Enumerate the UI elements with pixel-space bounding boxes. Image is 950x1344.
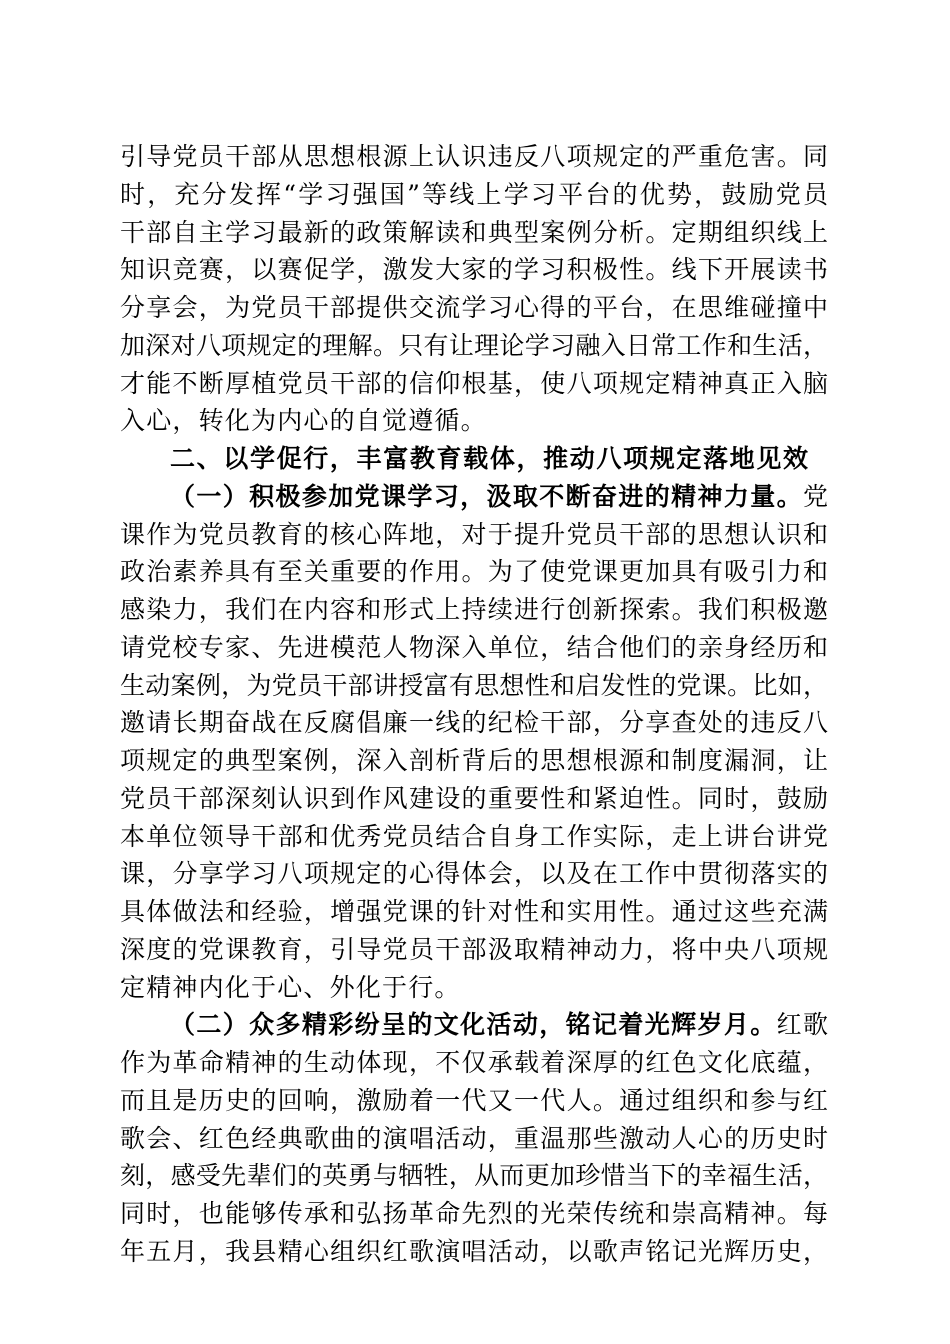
paragraph <box>120 138 828 440</box>
body-line <box>170 1006 828 1044</box>
body-line: 同时，也能够传承和弘扬革命先烈的光荣传统和崇高精神。每 <box>120 1199 828 1228</box>
body-line: 分享会，为党员干部提供交流学习心得的平台，在思维碰撞中 <box>120 293 828 322</box>
body-line: 请党校专家、先进模范人物深入单位，结合他们的亲身经历和 <box>120 632 828 662</box>
body-line <box>170 478 828 516</box>
body-line: 感染力，我们在内容和形式上持续进行创新探索。我们积极邀 <box>120 595 828 624</box>
body-line: 课，分享学习八项规定的心得体会，以及在工作中贯彻落实的 <box>120 859 828 889</box>
body-line: 而且是历史的回响，激励着一代又一代人。通过组织和参与红 <box>120 1085 828 1115</box>
body-line: 项规定的典型案例，深入剖析背后的思想根源和制度漏洞，让 <box>120 746 828 775</box>
paragraph <box>120 478 828 1007</box>
body-line: 课作为党员教育的核心阵地，对于提升党员干部的思想认识和 <box>120 519 828 549</box>
body-line: 干部自主学习最新的政策解读和典型案例分析。定期组织线上 <box>120 217 828 247</box>
body-line: 加深对八项规定的理解。只有让理论学习融入日常工作和生活， <box>120 330 828 360</box>
body-line: 歌会、红色经典歌曲的演唱活动，重温那些激动人心的历史时 <box>120 1123 828 1153</box>
body-line: 年五月，我县精心组织红歌演唱活动，以歌声铭记光辉历史， <box>120 1236 828 1266</box>
body-line: 生动案例，为党员干部讲授富有思想性和启发性的党课。比如， <box>120 670 828 700</box>
body-line: 本单位领导干部和优秀党员结合自身工作实际，走上讲台讲党 <box>120 821 828 851</box>
body-line: 作为革命精神的生动体现，不仅承载着深厚的红色文化底蕴， <box>120 1048 828 1077</box>
body-line: 党员干部深刻认识到作风建设的重要性和紧迫性。同时，鼓励 <box>120 783 828 813</box>
body-line: 定精神内化于心、外化于行。 <box>120 972 461 1002</box>
document-body <box>120 138 828 1271</box>
body-line: 知识竞赛，以赛促学，激发大家的学习积极性。线下开展读书 <box>120 255 828 285</box>
subsection-title: （二）众多精彩纷呈的文化活动，铭记着光辉岁月。 <box>170 1010 777 1040</box>
body-line: 才能不断厚植党员干部的信仰根基，使八项规定精神真正入脑 <box>120 368 828 398</box>
body-line: 入心，转化为内心的自觉遵循。 <box>120 406 487 436</box>
body-line: 具体做法和经验，增强党课的针对性和实用性。通过这些充满 <box>120 897 828 926</box>
subsection-title: （一）积极参加党课学习，汲取不断奋进的精神力量。 <box>170 481 803 511</box>
body-line: 刻，感受先辈们的英勇与牺牲，从而更加珍惜当下的幸福生活， <box>120 1161 828 1191</box>
body-line: 深度的党课教育，引导党员干部汲取精神动力，将中央八项规 <box>120 934 828 964</box>
body-text: 党 <box>802 481 828 511</box>
body-line: 引导党员干部从思想根源上认识违反八项规定的严重危害。同 <box>120 142 828 171</box>
body-line: 政治素养具有至关重要的作用。为了使党课更加具有吸引力和 <box>120 557 828 587</box>
body-line: 时，充分发挥“学习强国”等线上学习平台的优势，鼓励党员 <box>120 179 828 209</box>
body-line: 邀请长期奋战在反腐倡廉一线的纪检干部，分享查处的违反八 <box>120 708 828 738</box>
paragraph <box>120 1006 828 1270</box>
section-heading: 二、以学促行，丰富教育载体，推动八项规定落地见效 <box>170 444 808 473</box>
body-text: 红歌 <box>776 1010 828 1040</box>
